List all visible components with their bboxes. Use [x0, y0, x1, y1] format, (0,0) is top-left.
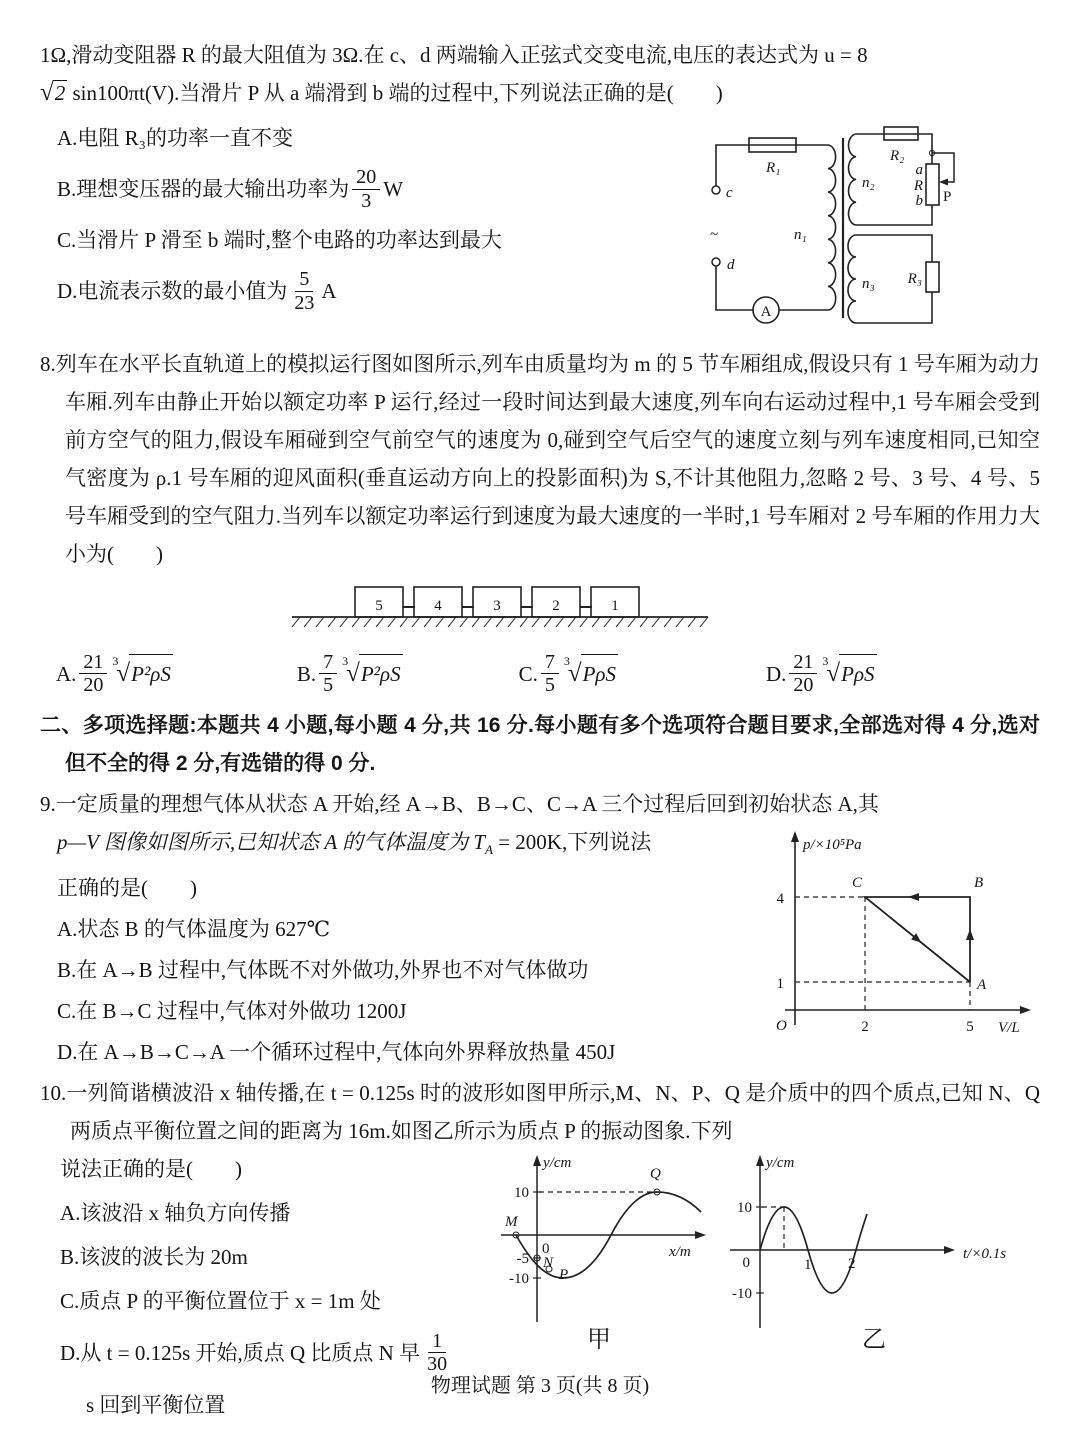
- ac-source-symbol: ~: [710, 227, 719, 243]
- label-M: M: [505, 1213, 518, 1230]
- q8-option-b: B. $\frac{7}{5}$ 3 √ P²ρS: [296, 651, 401, 697]
- ammeter-label: A: [760, 304, 772, 320]
- q9-option-c: C.在 B→C 过程中,气体对外做功 1200J: [57, 998, 407, 1023]
- y-tick-10: 10: [737, 1199, 752, 1216]
- pv-figure: [740, 823, 1040, 1074]
- transformer-circuit-diagram: [706, 118, 958, 333]
- origin-label: 0: [542, 1240, 550, 1257]
- cube-root-index: 3: [342, 654, 349, 668]
- q10-option-b: B.该波的波长为 20m: [60, 1244, 248, 1269]
- terminal-c: [712, 186, 720, 194]
- sqrt-radicand: 2: [54, 81, 66, 105]
- q7-line2-text: sin100πt(V).当滑片 P 从 a 端滑到 b 端的过程中,下列说法正确的是( ): [67, 81, 723, 105]
- q9-text: [40, 823, 740, 1074]
- coil-n1: [828, 145, 836, 310]
- car-3-label: 3: [493, 598, 501, 614]
- q7-options-and-figure: [40, 114, 1040, 345]
- pv-diagram: [740, 825, 1040, 1037]
- slider-arrow: [939, 179, 948, 186]
- waveform-diagram-jia: [499, 1150, 714, 1352]
- caption-yi: 乙: [862, 1326, 886, 1352]
- fraction: $\frac{1}{30}$: [427, 1330, 448, 1376]
- label-R: R: [913, 178, 923, 194]
- sqrt-symbol: √: [40, 79, 54, 106]
- x-tick-2: 2: [861, 1018, 869, 1035]
- terminal-d: [712, 258, 720, 266]
- q8-option-d: D. $\frac{21}{20}$ 3 √ PρS: [765, 651, 875, 697]
- q9-option-b: B.在 A→B 过程中,气体既不对外做功,外界也不对气体做功: [57, 957, 589, 982]
- dashed-guides: [795, 897, 970, 1010]
- question-9: [40, 785, 1040, 1074]
- x-axis-label: x/m: [669, 1243, 691, 1260]
- y-axis-arrow: [791, 831, 799, 842]
- label-R2: R₂: [890, 148, 905, 164]
- x-axis-label: t/×0.1s: [963, 1245, 1007, 1262]
- radical-symbol: √: [826, 660, 841, 688]
- circuit-figure: [706, 118, 958, 345]
- x-tick-5: 5: [966, 1018, 974, 1035]
- train-figure: [290, 577, 1040, 647]
- q9-line3: 正确的是( ): [57, 875, 197, 900]
- fraction: $\frac{7}{5}$: [319, 651, 337, 697]
- fraction: $\frac{21}{20}$: [79, 651, 107, 697]
- page-footer: 物理试题 第 3 页(共 8 页): [430, 1375, 650, 1397]
- y-axis-arrow: [756, 1155, 764, 1166]
- state-B: B: [974, 874, 984, 891]
- q8-options: [40, 649, 1040, 699]
- radical-symbol: √: [567, 660, 582, 688]
- fraction: $\frac{20}{3}$: [352, 166, 380, 212]
- q10-option-d: D.从 t = 0.125s 开始,质点 Q 比质点 N 早 $\frac{1}{30}$: [60, 1326, 499, 1380]
- label-P: P: [943, 189, 952, 205]
- fraction: $\frac{5}{23}$: [294, 268, 315, 314]
- q7-option-d: D.电流表示数的最小值为 $\frac{5}{23}$ A: [57, 268, 337, 314]
- q8-option-a: A. $\frac{21}{20}$ 3 √ P²ρS: [56, 651, 171, 697]
- y-axis-arrow: [533, 1155, 541, 1166]
- car-1-label: 1: [611, 598, 619, 614]
- caption-jia: 甲: [587, 1326, 611, 1352]
- q7-line2: [40, 74, 1040, 112]
- car-4-label: 4: [434, 598, 442, 614]
- y-tick-4: 4: [776, 890, 784, 907]
- label-c: c: [726, 185, 733, 201]
- q9-line2: p—V 图像如图所示,已知状态 A 的气体温度为 $T_A = 200K$,下列说法: [57, 829, 652, 857]
- y-tick-minus10: -10: [732, 1285, 752, 1302]
- question-7: [40, 36, 1040, 345]
- state-A: A: [977, 976, 987, 993]
- q7-option-a: A.电阻 R₃的功率一直不变: [57, 126, 293, 150]
- radical-symbol: √: [346, 660, 360, 688]
- label-Q: Q: [650, 1165, 661, 1182]
- x-tick-2: 2: [848, 1255, 856, 1272]
- q10-option-d-tail: s 回到平衡位置: [86, 1392, 226, 1417]
- q9-body-and-figure: [40, 823, 1040, 1074]
- y-axis-label: y/cm: [766, 1154, 795, 1171]
- label-n2: n₂: [862, 175, 875, 191]
- x-axis-arrow: [695, 1231, 706, 1239]
- subscript-A: A: [485, 841, 493, 857]
- label-b: b: [915, 193, 923, 209]
- q10-body: 10.一列简谐横波沿 x 轴传播,在 t = 0.125s 时的波形如图甲所示,M、N、P、Q 是介质中的四个质点,已知 N、Q 两质点平衡位置之间的距离为 16m.如图乙所示为质点 P 的振动图象.下列: [40, 1080, 1040, 1143]
- fraction: $\frac{21}{20}$: [789, 651, 817, 697]
- label-R1: R₁: [766, 160, 781, 176]
- cube-root-index: 3: [112, 654, 119, 668]
- rheostat-R: [926, 164, 939, 205]
- state-C: C: [852, 874, 863, 891]
- label-R3: R₃: [907, 271, 922, 287]
- origin-label: 0: [742, 1254, 750, 1271]
- coil-n3: [848, 235, 856, 323]
- oscillation-diagram-yi: [720, 1150, 1040, 1352]
- train-diagram: [290, 577, 710, 635]
- fraction: $\frac{7}{5}$: [541, 651, 559, 697]
- q7-option-c: C.当滑片 P 滑至 b 端时,整个电路的功率达到最大: [57, 228, 502, 252]
- label-N: N: [543, 1254, 554, 1271]
- q10-option-a: A.该波沿 x 轴负方向传播: [60, 1200, 291, 1225]
- label-d: d: [727, 257, 735, 273]
- car-2-label: 2: [552, 598, 560, 614]
- x-axis-label: V/L: [998, 1019, 1020, 1036]
- q7-options: [40, 114, 706, 345]
- ground-hatching: [292, 617, 708, 627]
- y-tick-minus10: -10: [509, 1270, 529, 1287]
- arrow-A-to-B: [966, 929, 974, 940]
- q10-option-c: C.质点 P 的平衡位置位于 x = 1m 处: [60, 1288, 381, 1313]
- arrow-B-to-C: [908, 893, 919, 901]
- question-8: [40, 345, 1040, 699]
- origin-label: O: [776, 1017, 787, 1034]
- q10-line3: 说法正确的是( ): [60, 1156, 242, 1181]
- cube-root-index: 3: [563, 654, 570, 668]
- label-P: P: [559, 1266, 569, 1283]
- y-axis-label: y/cm: [543, 1154, 572, 1171]
- x-axis-arrow: [1020, 1006, 1031, 1014]
- resistor-R3: [926, 262, 939, 292]
- section-2-header: 二、多项选择题:本题共 4 小题,每小题 4 分,共 16 分.每小题有多个选项符合题目要求,全部选对得 4 分,选对但不全的得 2 分,有选错的得 0 分.: [40, 713, 1040, 775]
- coil-n2: [849, 134, 856, 225]
- x-axis-arrow: [944, 1246, 955, 1254]
- dashed-guides: [762, 1207, 784, 1249]
- y-axis-label: p/×10⁵Pa: [803, 836, 862, 853]
- label-a: a: [915, 162, 923, 178]
- q8-option-c: C. $\frac{7}{5}$ 3 √ PρS: [518, 651, 616, 697]
- q9-line1: 9.一定质量的理想气体从状态 A 开始,经 A→B、B→C、C→A 三个过程后回到初始状态 A,其: [40, 791, 879, 816]
- q9-option-d: D.在 A→B→C→A 一个循环过程中,气体向外界释放热量 450J: [57, 1039, 616, 1064]
- label-n1: n₁: [794, 227, 807, 243]
- x-tick-1: 1: [804, 1256, 812, 1273]
- q7-line1: 1Ω,滑动变阻器 R 的最大阻值为 3Ω.在 c、d 两端输入正弦式交变电流,电压的表达式为 u = 8: [40, 43, 868, 67]
- label-n3: n₃: [862, 276, 875, 292]
- slider-wire: [932, 153, 954, 182]
- y-tick-minus5: -5: [516, 1250, 529, 1267]
- q9-option-a: A.状态 B 的气体温度为 627℃: [57, 916, 331, 941]
- q8-body: 8.列车在水平长直轨道上的模拟运行图如图所示,列车由质量均为 m 的 5 节车厢组成,假设只有 1 号车厢为动力车厢.列车由静止开始以额定功率 P 运行,经过一段时间达到最大速度,列车向右运动过程中,1 号车厢会受到前方空气的阻力,假设车厢碰到空气前空气的速度为 0,碰到空气后空气的速度立刻与列车速度相同,已知空气密度为 ρ.1 号车厢的迎风面积(垂直运动方向上的投影面积)为 S,不计其他阻力,忽略 2 号、3 号、4 号、5 号车厢受到的空气阻力.当列车以额定功率运行到速度为最大速度的一半时,1 号车厢对 2 号车厢的作用力大小为( ): [40, 352, 1040, 566]
- cube-root-index: 3: [822, 654, 829, 668]
- y-tick-10: 10: [514, 1184, 529, 1201]
- car-5-label: 5: [375, 598, 383, 614]
- q7-option-b: B.理想变压器的最大输出功率为 $\frac{20}{3}$ W: [57, 166, 404, 212]
- y-tick-1: 1: [776, 975, 784, 992]
- radical-symbol: √: [116, 660, 131, 688]
